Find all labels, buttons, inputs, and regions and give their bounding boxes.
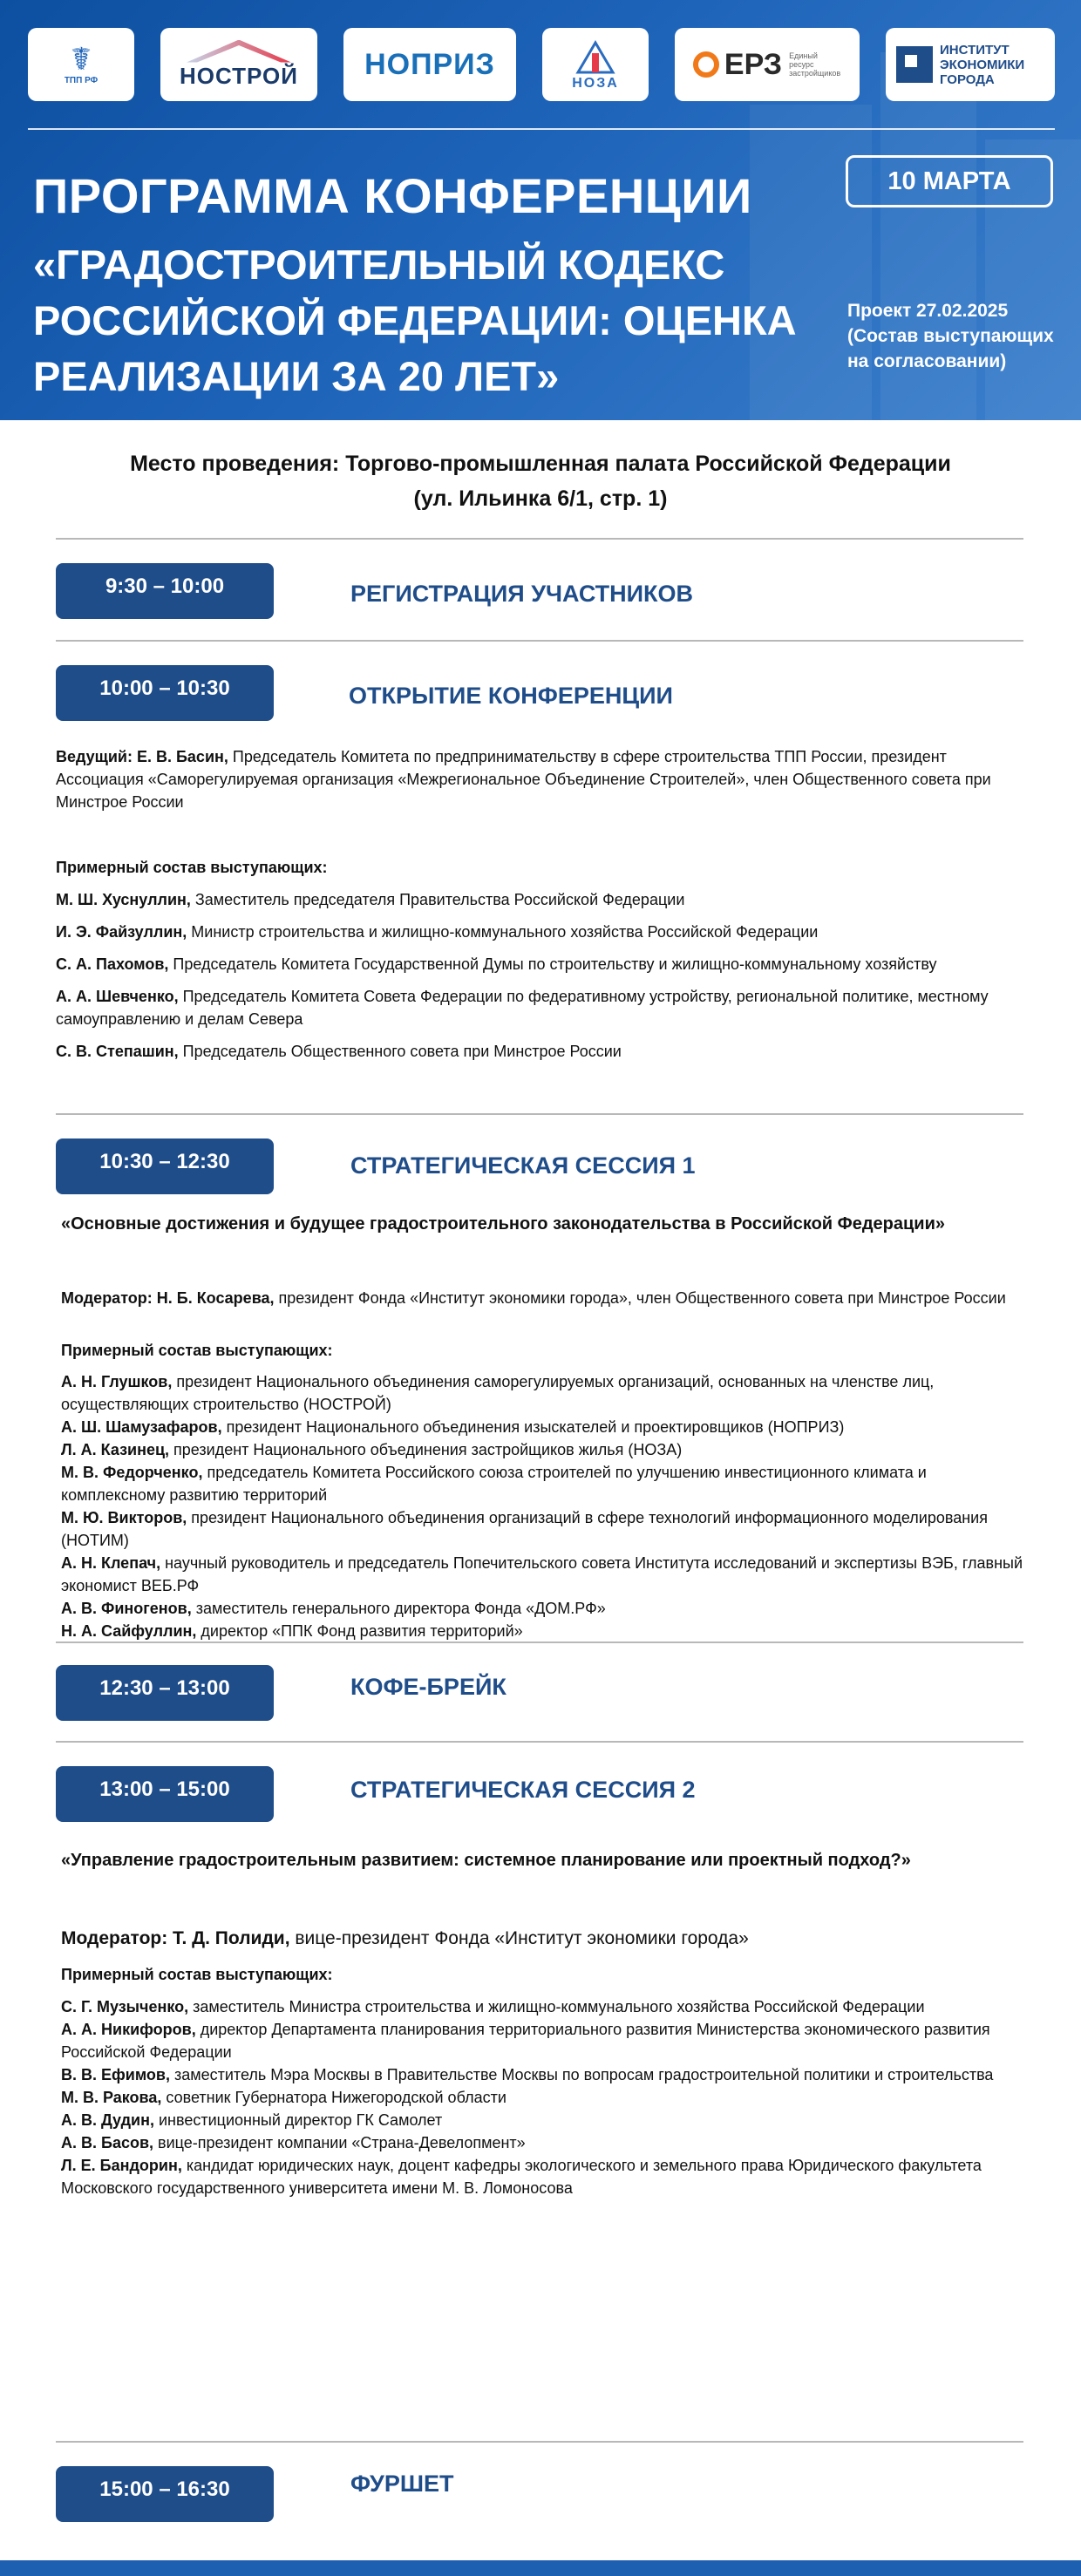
- header-divider: [28, 128, 1055, 130]
- list-item: А. Ш. Шамузафаров, президент Национального объединения изыскателей и проектировщиков (НОПРИЗ): [61, 1418, 845, 1436]
- draft-note: Проект 27.02.2025 (Состав выступающих на согласовании): [847, 301, 1054, 371]
- list-item: Л. Е. Бандорин, кандидат юридических наук, доцент кафедры экологического и земельного права Юридического факультета Московского государственного университета имени М. В. Ломоносова: [61, 2157, 982, 2197]
- list-item: А. В. Басов, вице-президент компании «Страна-Девелопмент»: [61, 2134, 526, 2151]
- caduceus-icon: ☤: [70, 41, 92, 78]
- divider: [56, 1641, 1023, 1643]
- session-title: ФУРШЕТ: [350, 2471, 454, 2497]
- venue-line-2: (ул. Ильинка 6/1, стр. 1): [413, 486, 668, 511]
- list-item: А. Н. Глушков, президент Национального объединения саморегулируемых организаций, основанных на членстве лиц, осуществляющих строительство (НОСТРОЙ): [61, 1373, 935, 1413]
- session-topic: «Управление градостроительным развитием: системное планирование или проектный подход?»: [61, 1851, 911, 1870]
- divider: [56, 1741, 1023, 1743]
- session-time: 15:00 – 16:30: [56, 2466, 274, 2522]
- moderator-label: Модератор: Т. Д. Полиди,: [61, 1928, 290, 1948]
- session-title: РЕГИСТРАЦИЯ УЧАСТНИКОВ: [350, 581, 694, 607]
- list-item: А. А. Шевченко, Председатель Комитета Совета Федерации по федеративному устройству, региональной политике, местному самоуправлению и делам Севера: [56, 988, 989, 1028]
- list-item: М. Ю. Викторов, президент Национального объединения организаций в сфере технологий информационного моделирования (НОТИМ): [61, 1509, 988, 1549]
- footer-bar: [0, 2560, 1081, 2576]
- moderator-info: [61, 1927, 1029, 1950]
- ieg-logo: ИНСТИТУТ ЭКОНОМИКИ ГОРОДА: [886, 28, 1055, 101]
- erz-ring-icon: [693, 51, 719, 78]
- header-banner: [0, 0, 1081, 420]
- list-item: М. В. Федорченко, председатель Комитета Российского союза строителей по улучшению инвестиционного климата и комплексному развитию территорий: [61, 1464, 927, 1504]
- session-time: 10:30 – 12:30: [56, 1138, 274, 1194]
- speaker-list: [56, 888, 1023, 1072]
- session-topic: «Основные достижения и будущее градостроительного законодательства в Российской Федерации»: [61, 1214, 946, 1234]
- list-item: А. В. Дудин, инвестиционный директор ГК Самолет: [61, 2111, 443, 2129]
- session-title: СТРАТЕГИЧЕСКАЯ СЕССИЯ 2: [350, 1777, 696, 1803]
- list-item: М. В. Ракова, советник Губернатора Нижегородской области: [61, 2089, 507, 2106]
- divider: [56, 640, 1023, 642]
- host-label: Ведущий: Е. В. Басин,: [56, 748, 228, 765]
- noza-logo: НОЗА: [542, 28, 649, 101]
- session-title: СТРАТЕГИЧЕСКАЯ СЕССИЯ 1: [350, 1152, 696, 1179]
- conference-subtitle: «ГРАДОСТРОИТЕЛЬНЫЙ КОДЕКС РОССИЙСКОЙ ФЕДЕРАЦИИ: ОЦЕНКА РЕАЛИЗАЦИИ ЗА 20 ЛЕТ»: [33, 241, 797, 399]
- speaker-list: [61, 1370, 1027, 1642]
- list-item: С. Г. Музыченко, заместитель Министра строительства и жилищно-коммунального хозяйства Российской Федерации: [61, 1998, 925, 2015]
- host-text: Председатель Комитета по предпринимательству в сфере строительства ТПП России, президент Ассоциация «Саморегулируемая организация «Межрегиональное Объединение Строителей», член Общественного совета при Минстрое России: [56, 748, 991, 811]
- roof-icon: [187, 40, 291, 63]
- session-time: 10:00 – 10:30: [56, 665, 274, 721]
- session-time: 13:00 – 15:00: [56, 1766, 274, 1822]
- date-badge: 10 МАРТА: [846, 155, 1053, 207]
- moderator-text: президент Фонда «Институт экономики города», член Общественного совета при Минстрое России: [274, 1289, 1006, 1307]
- speakers-label: Примерный состав выступающих:: [61, 1966, 333, 1983]
- list-item: Н. А. Сайфуллин, директор «ППК Фонд развития территорий»: [61, 1622, 523, 1640]
- nostroy-logo: НОСТРОЙ: [160, 28, 317, 101]
- list-item: С. А. Пахомов, Председатель Комитета Государственной Думы по строительству и жилищно-коммунальному хозяйству: [56, 955, 937, 973]
- page-title: ПРОГРАММА КОНФЕРЕНЦИИ: [33, 168, 752, 223]
- session-title: КОФЕ-БРЕЙК: [350, 1674, 507, 1700]
- noza-house-icon: [569, 37, 622, 76]
- ieg-square-icon: [896, 46, 933, 83]
- list-item: С. В. Степашин, Председатель Общественного совета при Минстрое России: [56, 1043, 622, 1060]
- moderator-text: вице-президент Фонда «Институт экономики города»: [289, 1928, 749, 1948]
- nopriz-logo: НОПРИЗ: [343, 28, 516, 101]
- speaker-list: [61, 1995, 1027, 2199]
- session-time: 9:30 – 10:00: [56, 563, 274, 619]
- erz-logo: ЕРЗ Единый ресурс застройщиков: [675, 28, 860, 101]
- session-title: ОТКРЫТИЕ КОНФЕРЕНЦИИ: [349, 683, 673, 709]
- host-info: [56, 745, 1023, 813]
- list-item: И. Э. Файзуллин, Министр строительства и жилищно-коммунального хозяйства Российской Федерации: [56, 923, 819, 941]
- list-item: А. Н. Клепач, научный руководитель и председатель Попечительского совета Института исследований и экспертизы ВЭБ, главный экономист ВЕБ.РФ: [61, 1554, 1023, 1594]
- speakers-label: Примерный состав выступающих:: [56, 859, 328, 876]
- moderator-info: [61, 1287, 1020, 1309]
- tpp-logo: ☤ ТПП РФ: [28, 28, 134, 101]
- venue: [0, 446, 1081, 516]
- list-item: А. А. Никифоров, директор Департамента планирования территориального развития Министерства экономического развития Российской Федерации: [61, 2021, 990, 2061]
- session-time: 12:30 – 13:00: [56, 1665, 274, 1721]
- list-item: В. В. Ефимов, заместитель Мэра Москвы в Правительстве Москвы по вопросам градостроительной политики и строительства: [61, 2066, 994, 2083]
- divider: [56, 538, 1023, 540]
- divider: [56, 1113, 1023, 1115]
- venue-line-1: Место проведения: Торгово-промышленная палата Российской Федерации: [130, 452, 951, 476]
- list-item: А. В. Финогенов, заместитель генерального директора Фонда «ДОМ.РФ»: [61, 1600, 606, 1617]
- list-item: Л. А. Казинец, президент Национального объединения застройщиков жилья (НОЗА): [61, 1441, 683, 1458]
- moderator-label: Модератор: Н. Б. Косарева,: [61, 1289, 275, 1307]
- divider: [56, 2441, 1023, 2443]
- list-item: М. Ш. Хуснуллин, Заместитель председателя Правительства Российской Федерации: [56, 891, 685, 908]
- speakers-label: Примерный состав выступающих:: [61, 1342, 333, 1359]
